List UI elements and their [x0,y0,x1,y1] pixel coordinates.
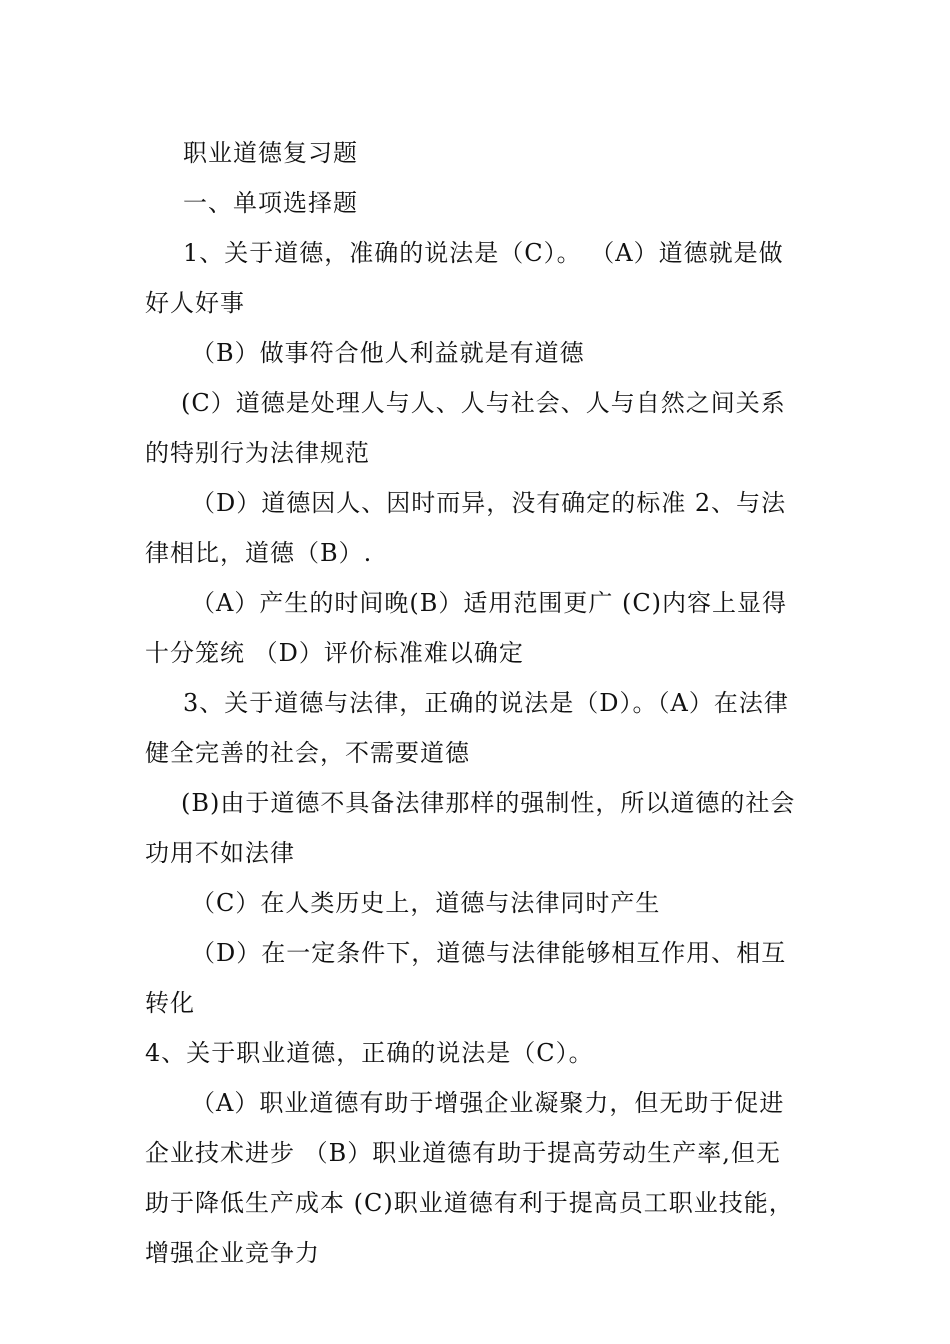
section-heading: 一、单项选择题 [183,189,358,217]
question-1-option-b: （B）做事符合他人利益就是有道德 [191,339,585,367]
question-3-option-d: （D）在一定条件下，道德与法律能够相互作用、相互转化 [145,939,787,1017]
question-3-option-c: （C）在人类历史上，道德与法律同时产生 [191,889,661,917]
document-title: 职业道德复习题 [183,139,358,167]
question-1-option-d-question-2: （D）道德因人、因时而异，没有确定的标准 2、与法律相比，道德（B）. [145,489,787,567]
question-1-option-c: (C）道德是处理人与人、人与社会、人与自然之间关系的特别行为法律规范 [145,389,786,467]
question-3-option-b: (B)由于道德不具备法律那样的强制性，所以道德的社会功用不如法律 [145,789,796,867]
question-4: 4、关于职业道德，正确的说法是（C）。 [145,1039,594,1067]
question-4-options: （A）职业道德有助于增强企业凝聚力，但无助于促进企业技术进步 （B）职业道德有助于提高劳动生产率,但无助于降低生产成本 (C)职业道德有利于提高员工职业技能，增强企业竞争力 [145,1089,794,1267]
question-2-options: （A）产生的时间晚(B）适用范围更广 (C)内容上显得十分笼统 （D）评价标准难以确定 [145,589,788,667]
question-1: 1、关于道德，准确的说法是（C）。 （A）道德就是做好人好事 [145,239,784,317]
document-body [145,128,805,1278]
question-3: 3、关于道德与法律，正确的说法是（D）。（A）在法律健全完善的社会，不需要道德 [145,689,789,767]
